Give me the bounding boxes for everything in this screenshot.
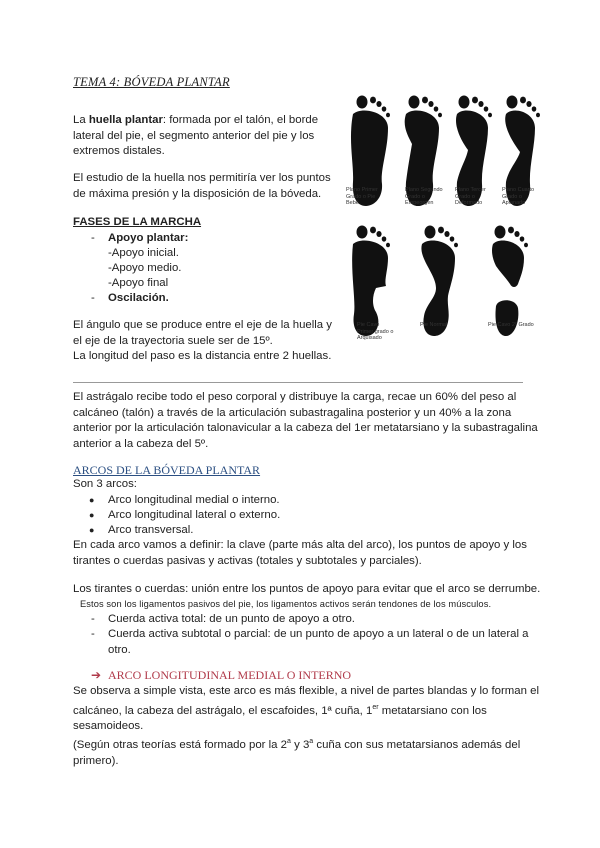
angulo-line1: El ángulo que se produce entre el eje de la huella y [73, 319, 333, 331]
medial-line4-pre: (Según otras teorías está formado por la 2 [73, 739, 288, 752]
angulo-paragraph [73, 318, 353, 365]
footprint-cavo-2 [492, 226, 528, 337]
fases-bullet-2: - [91, 292, 95, 304]
footprint-normal [421, 226, 458, 337]
intro-line3: extremos distales. [73, 145, 165, 157]
caption-5: Pie Cavo Primer grado o Arquisado [357, 322, 394, 341]
medial-line2 [73, 700, 543, 719]
medial-line4-sup2: a [309, 738, 314, 746]
oscilacion-label: Oscilación. [108, 292, 169, 304]
astragalo-line2: calcáneo (talón) a través de la articulación subastragalina posterior y un 40% a la zona [73, 406, 512, 419]
apoyo-plantar-label: Apoyo plantar: [108, 232, 189, 244]
caption-4: Plano Cuarto Grado o Aplanado [502, 187, 535, 206]
caption-6: Pie Normal [420, 322, 448, 328]
astragalo-line3: anterior por la articulación talonavicular a la cabeza del 1er metatarsiano y la subastragalina [73, 422, 538, 434]
def-line2: tirantes o cuerdas pasivas y activas (totales y subtotales y parciales). [73, 554, 422, 567]
medial-line2-text: calcáneo, la cabeza del astrágalo, el escafoides, 1ª cuña, 1 [73, 704, 373, 717]
apoyo-item-1: -Apoyo inicial. [108, 247, 179, 259]
fases-bullet-1: - [91, 232, 95, 244]
medial-line4 [73, 734, 543, 753]
cuerda-total: Cuerda activa total: de un punto de apoyo a otro. [108, 613, 355, 625]
arcos-definition [73, 538, 543, 569]
cuerda-dash-2: - [91, 628, 95, 640]
caption-1: Plano Primer Grado o Pie Bebé [346, 187, 378, 206]
arcos-bullet-1: ● [89, 495, 95, 505]
intro-line2: lateral del pie, el segmento anterior del pie y los [73, 129, 315, 142]
intro-prefix: La [73, 114, 89, 126]
arco-item-2: Arco longitudinal lateral o externo. [108, 509, 281, 521]
intro-p2-line2: de máxima presión y la disposición de la bóveda. [73, 187, 322, 200]
medial-line2-rest: metatarsiano con los [378, 704, 487, 717]
medial-line5: primero). [73, 754, 119, 767]
apoyo-item-3: -Apoyo final [108, 277, 169, 289]
footprint-cavo-1 [352, 226, 390, 337]
medial-paragraph [73, 684, 543, 769]
intro-line1-rest: : formada por el talón, el borde [162, 114, 319, 126]
caption-2: Plano Segundo Grado o Empeorgen [405, 187, 443, 206]
angulo-line3: La longitud del paso es la distancia entre 2 huellas. [73, 350, 332, 362]
arcos-bullet-2: ● [89, 510, 95, 520]
cuerda-subtotal [108, 627, 538, 658]
medial-line1: Se observa a simple vista, este arco es más flexible, a nivel de partes blandas y lo forman el [73, 685, 539, 697]
medial-heading: ARCO LONGITUDINAL MEDIAL O INTERNO [108, 668, 352, 682]
medial-line2-sup: er [372, 703, 379, 711]
arco-item-3: Arco transversal. [108, 524, 194, 536]
footprints-illustration [340, 88, 550, 350]
fases-heading: FASES DE LA MARCHA [73, 216, 202, 228]
arcos-intro: Son 3 arcos: [73, 478, 137, 490]
astragalo-line1: El astrágalo recibe todo el peso corporal y distribuye la carga, recae un 60% del peso al [73, 391, 517, 403]
caption-3: Plano Tercer Grado o Deformado [455, 187, 486, 206]
arcos-heading: ARCOS DE LA BÓVEDA PLANTAR [73, 463, 261, 477]
def-line1: En cada arco vamos a definir: la clave (parte más alta del arco), los puntos de apoyo y los [73, 539, 527, 551]
intro-paragraph-1 [73, 113, 343, 160]
intro-p2-line1: El estudio de la huella nos permitiría ver los puntos [73, 172, 331, 184]
apoyo-item-2: -Apoyo medio. [108, 262, 182, 274]
medial-line3: sesamoideos. [73, 719, 144, 732]
medial-line4-sup1: a [287, 738, 291, 746]
arrow-icon: ➔ [91, 668, 102, 682]
caption-7: Pie Cavo 2º Grado [488, 322, 534, 328]
medial-line4-rest: cuña con sus metatarsianos además del [313, 739, 521, 752]
section-divider [73, 382, 523, 383]
huella-plantar-term: huella plantar [88, 114, 163, 126]
medial-line4-mid: y 3 [290, 739, 310, 752]
ligamentos-note: Estos son los ligamentos pasivos del pie, los ligamentos activos serán tendones de los músculos. [80, 599, 492, 609]
arcos-bullet-3: ● [89, 525, 95, 535]
cuerda-sub-line1: Cuerda activa subtotal o parcial: de un punto de apoyo a un lateral o de un lateral a [108, 628, 529, 640]
astragalo-line4: anterior a la cabeza del 5º. [73, 437, 209, 450]
astragalo-paragraph [73, 390, 543, 452]
arco-item-1: Arco longitudinal medial o interno. [108, 494, 280, 506]
angulo-line2: el eje de la trayectoria suele ser de 15º. [73, 334, 273, 347]
tirantes-line: Los tirantes o cuerdas: unión entre los puntos de apoyo para evitar que el arco se derrumbe. [73, 583, 541, 595]
cuerda-dash-1: - [91, 613, 95, 625]
page-title: TEMA 4: BÓVEDA PLANTAR [73, 75, 230, 89]
intro-paragraph-2 [73, 171, 343, 202]
cuerda-sub-line2: otro. [108, 643, 131, 656]
